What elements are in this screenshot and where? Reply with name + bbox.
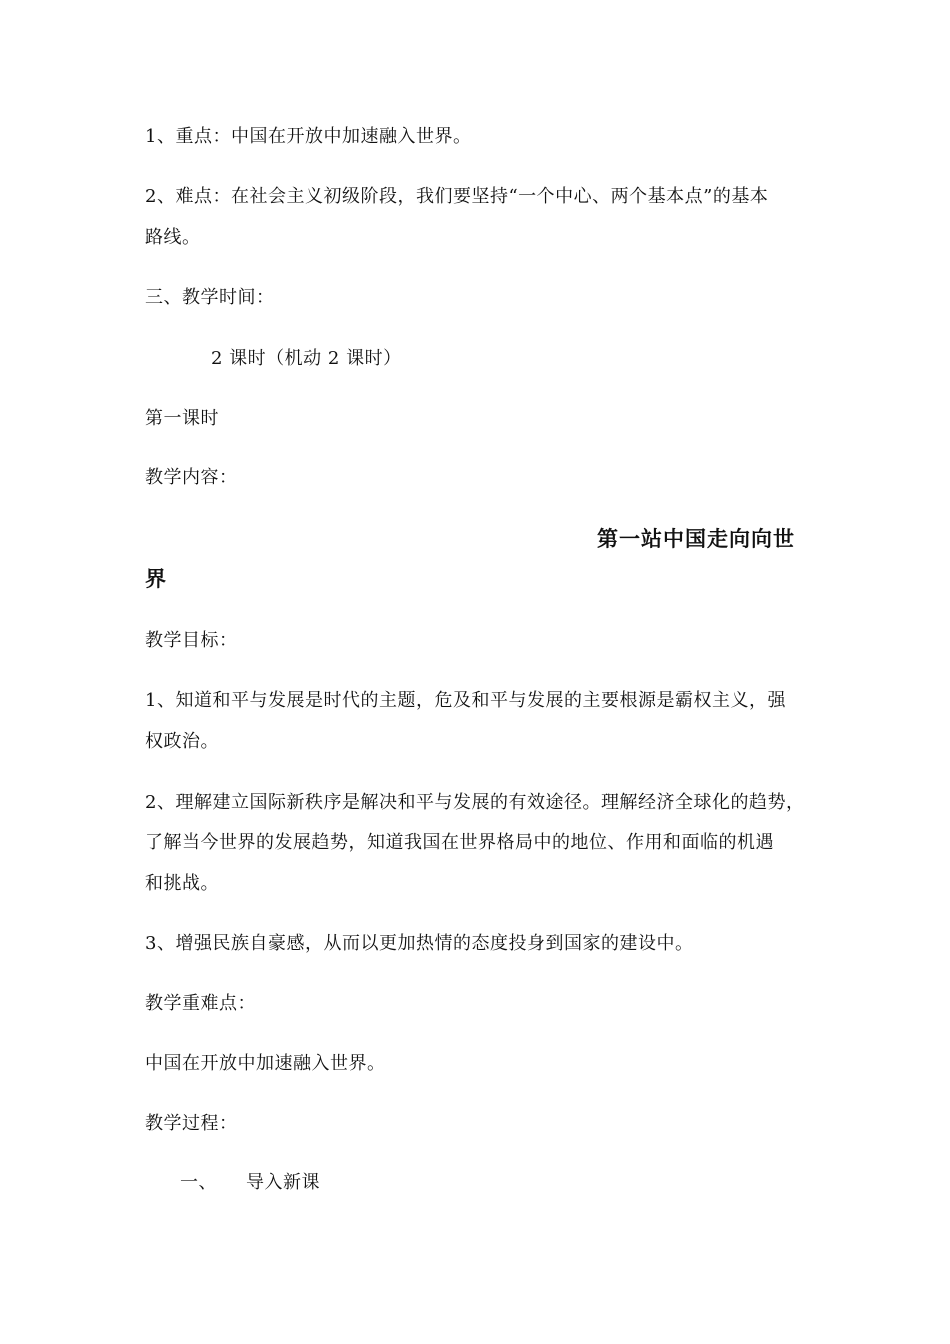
goal-3: 3、增强民族自豪感，从而以更加热情的态度投身到国家的建设中。	[145, 933, 694, 954]
key-difficult-value: 中国在开放中加速融入世界。	[145, 1053, 386, 1074]
first-lesson: 第一课时	[145, 408, 219, 429]
teaching-time-heading: 三、教学时间：	[145, 287, 275, 308]
goal-2-line-3: 和挑战。	[145, 873, 219, 894]
process-step-1-number: 一、	[180, 1172, 217, 1193]
difficult-point-line-1: 2、难点：在社会主义初级阶段，我们要坚持“一个中心、两个基本点”的基本	[145, 186, 769, 207]
key-point: 1、重点：中国在开放中加速融入世界。	[145, 126, 472, 147]
teaching-goals-label: 教学目标：	[145, 630, 238, 651]
goal-1-line-1: 1、知道和平与发展是时代的主题，危及和平与发展的主要根源是霸权主义，强	[145, 690, 786, 711]
difficult-point-line-2: 路线。	[145, 227, 201, 248]
goal-2-line-2: 了解当今世界的发展趋势，知道我国在世界格局中的地位、作用和面临的机遇	[145, 832, 774, 853]
key-difficult-label: 教学重难点：	[145, 993, 256, 1014]
goal-2-line-1: 2、理解建立国际新秩序是解决和平与发展的有效途径。理解经济全球化的趋势，	[145, 792, 805, 813]
process-step-1-text: 导入新课	[246, 1172, 320, 1193]
process-label: 教学过程：	[145, 1113, 238, 1134]
teaching-content-label: 教学内容：	[145, 467, 238, 488]
section-title-part-1: 第一站中国走向向世	[597, 527, 795, 551]
section-title-part-2: 界	[145, 567, 167, 591]
goal-1-line-2: 权政治。	[145, 731, 219, 752]
teaching-time-value: 2 课时（机动 2 课时）	[211, 348, 402, 369]
